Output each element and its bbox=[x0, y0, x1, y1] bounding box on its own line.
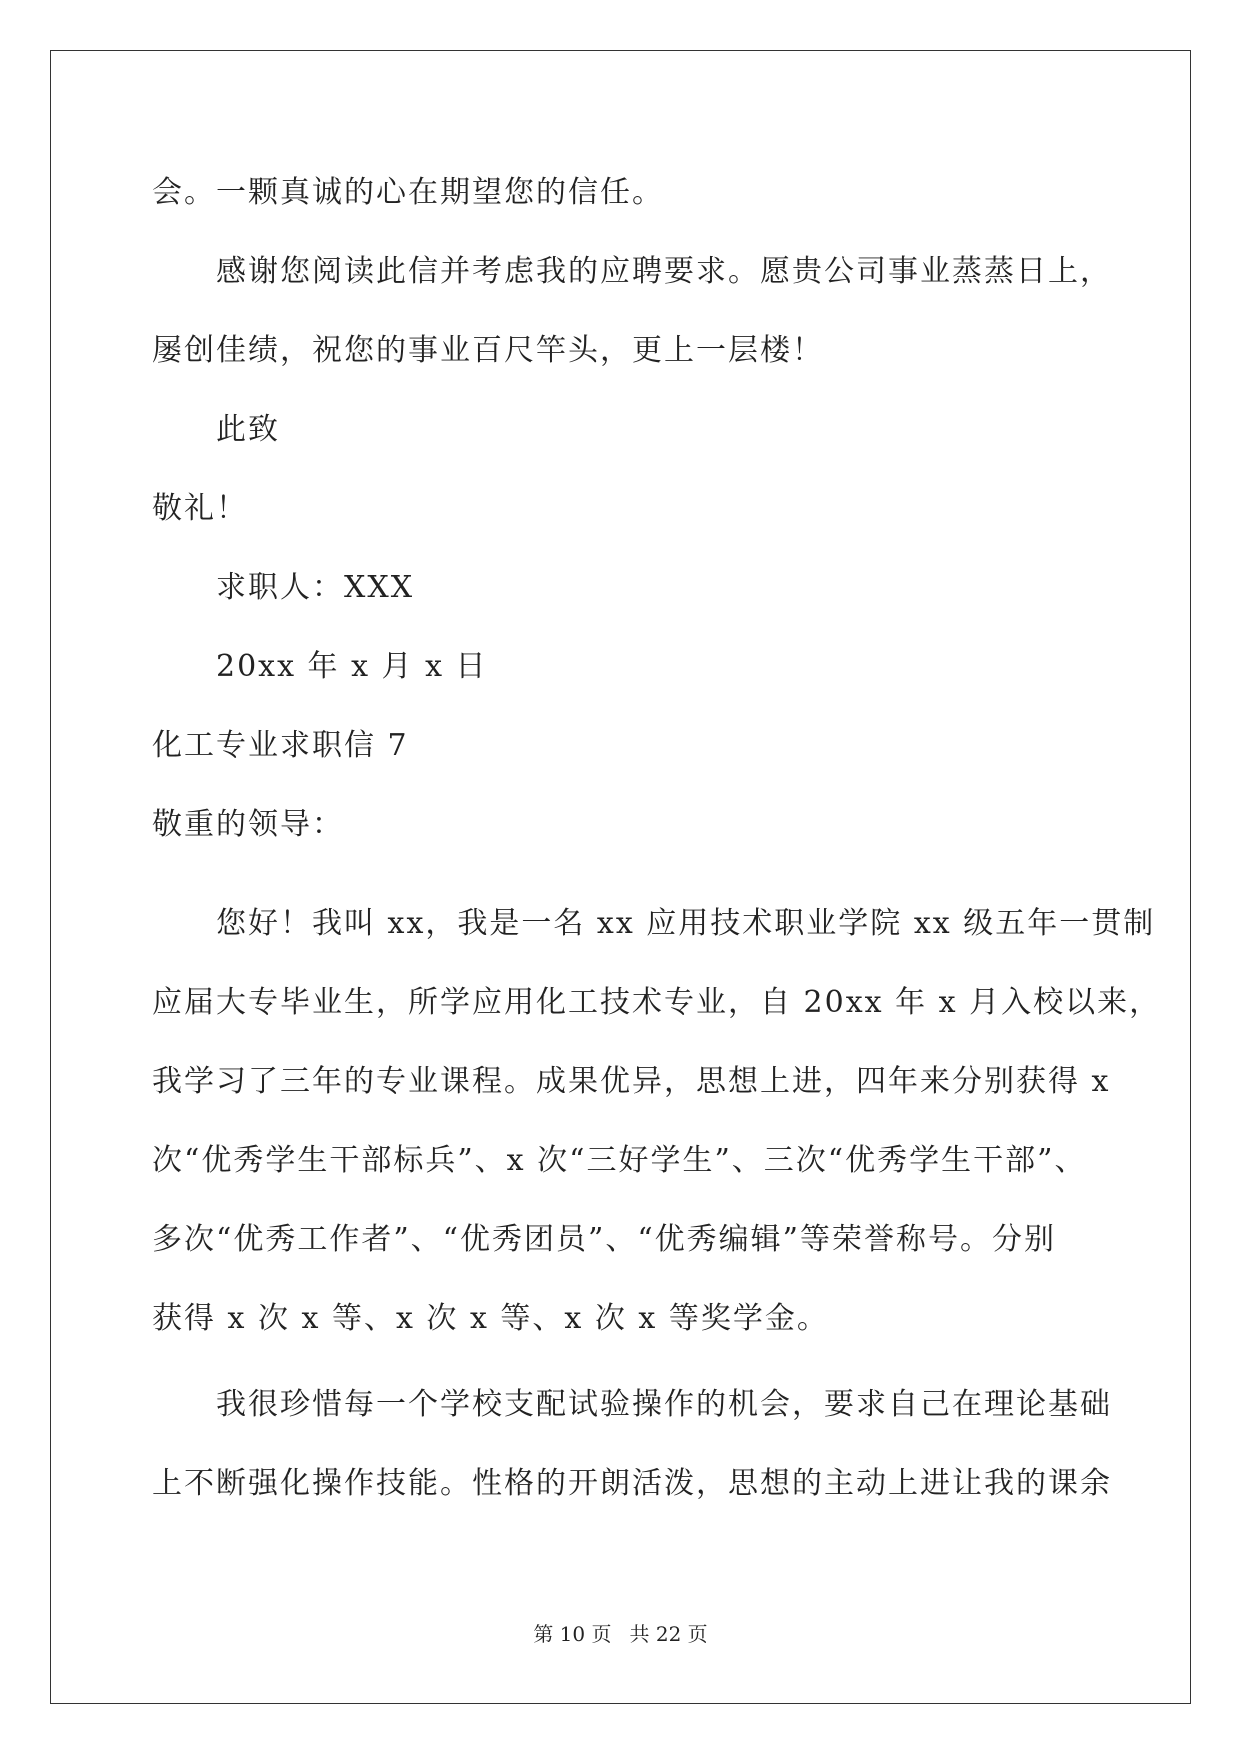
text-line: 我学习了三年的专业课程。成果优异，思想上进，四年来分别获得 x bbox=[152, 1064, 1111, 1099]
text-line: 次“优秀学生干部标兵”、x 次“三好学生”、三次“优秀学生干部”、 bbox=[152, 1143, 1087, 1178]
greeting: 敬重的领导： bbox=[152, 807, 344, 842]
text-line: 我很珍惜每一个学校支配试验操作的机会，要求自己在理论基础 bbox=[216, 1387, 1112, 1422]
text-line: 多次“优秀工作者”、“优秀团员”、“优秀编辑”等荣誉称号。分别 bbox=[152, 1222, 1057, 1257]
text-line: 屡创佳绩，祝您的事业百尺竿头，更上一层楼！ bbox=[152, 333, 824, 368]
text-line: 获得 x 次 x 等、x 次 x 等、x 次 x 等奖学金。 bbox=[152, 1301, 829, 1336]
page-border bbox=[50, 50, 1191, 1704]
signature-name: 求职人：XXX bbox=[216, 570, 415, 605]
page-footer bbox=[0, 1621, 1241, 1647]
text-line: 会。一颗真诚的心在期望您的信任。 bbox=[152, 175, 664, 210]
text-line: 您好！我叫 xx，我是一名 xx 应用技术职业学院 xx 级五年一贯制 bbox=[216, 906, 1156, 941]
signature-date: 20xx 年 x 月 x 日 bbox=[216, 649, 488, 684]
text-line: 上不断强化操作技能。性格的开朗活泼，思想的主动上进让我的课余 bbox=[152, 1466, 1112, 1501]
page-total: 共 22 页 bbox=[629, 1622, 708, 1646]
page-number: 第 10 页 bbox=[533, 1622, 612, 1646]
text-line: 感谢您阅读此信并考虑我的应聘要求。愿贵公司事业蒸蒸日上， bbox=[216, 254, 1112, 289]
closing-phrase: 此致 bbox=[216, 412, 280, 447]
section-heading: 化工专业求职信 7 bbox=[152, 728, 409, 763]
text-line: 应届大专毕业生，所学应用化工技术专业，自 20xx 年 x 月入校以来， bbox=[152, 985, 1162, 1020]
salutation-closing: 敬礼！ bbox=[152, 491, 248, 526]
